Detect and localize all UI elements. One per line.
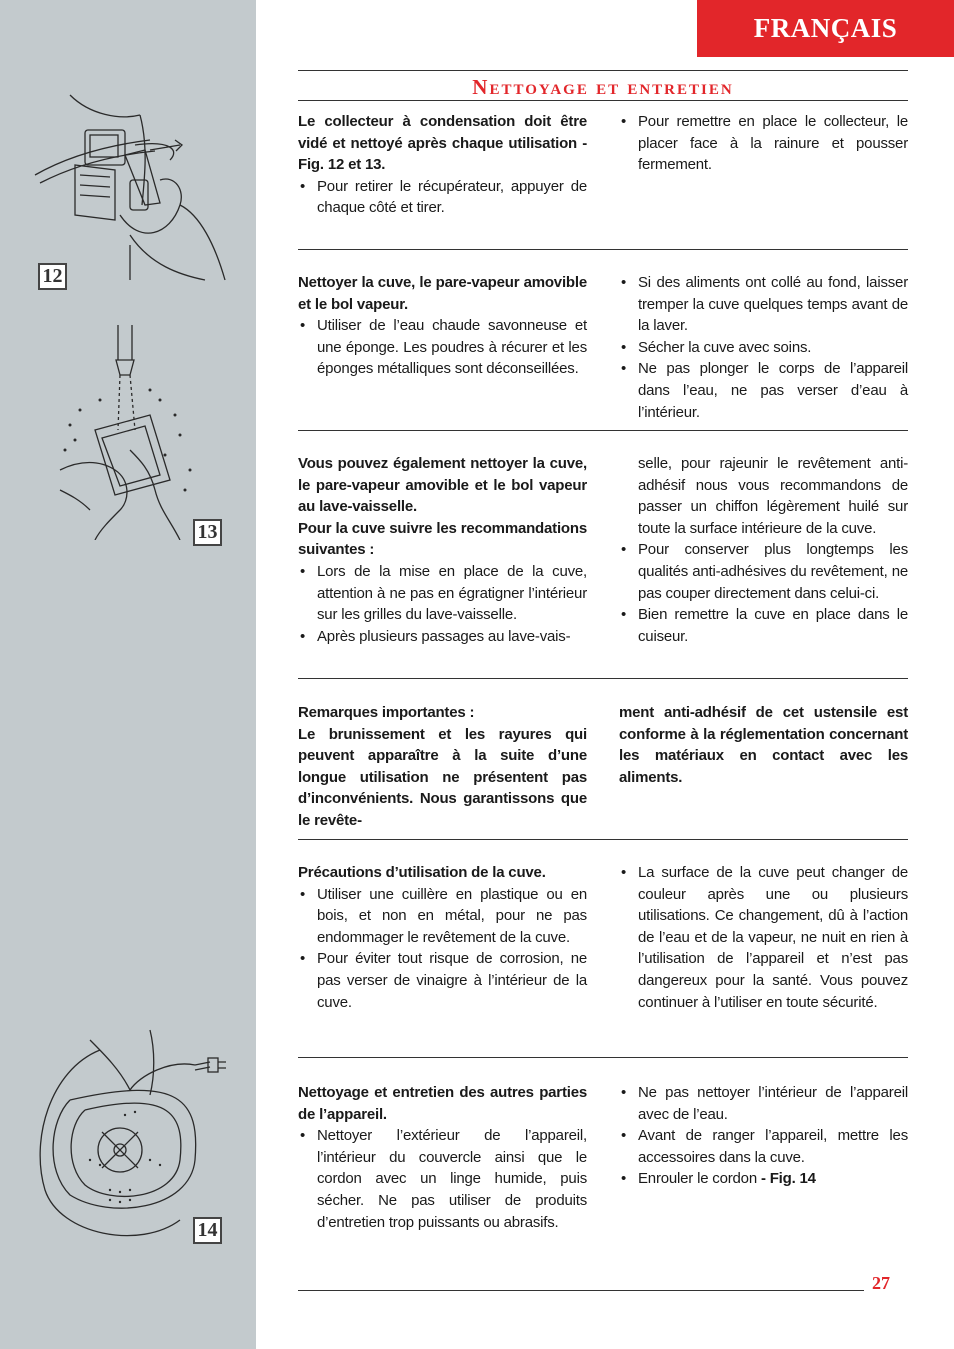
section-divider (298, 839, 908, 840)
section-divider (298, 249, 908, 250)
section4-left (298, 702, 587, 832)
page-number: 27 (872, 1273, 890, 1293)
section3-left (298, 453, 587, 647)
section4-heading: Remarques importantes : (298, 704, 475, 721)
list-item: • Nettoyer l’extérieur de l’appareil, l’intérieur du couvercle ainsi que le cordon avec un linge humide, puis sécher. Ne pas utiliser de produits d’entretien trop puissants ou abrasifs. (298, 1125, 587, 1233)
section5-heading: Précautions d’utilisation de la cuve. (298, 864, 546, 881)
section-divider (298, 678, 908, 679)
section-divider (298, 1057, 908, 1058)
section2-left (298, 272, 587, 380)
list-item: • Pour éviter tout risque de corrosion, ne pas verser de vinaigre à l’intérieur de la cuve. (298, 948, 587, 1013)
fig14-label: 14 (193, 1217, 222, 1244)
list-item: • Après plusieurs passages au lave-vais- (298, 626, 587, 648)
section6-left (298, 1082, 587, 1233)
section2-right (619, 272, 908, 423)
section3-heading: Vous pouvez également nettoyer la cuve, le pare-vapeur amovible et le bol vapeur au lave-vaisselle. (298, 455, 587, 516)
section6-heading: Nettoyage et entretien des autres parties de l’appareil. (298, 1084, 587, 1123)
footer-rule (298, 1290, 864, 1291)
fig14-illustration (30, 1020, 250, 1245)
list-item: • Pour remettre en place le collecteur, le placer face à la rainure et pousser fermement. (619, 111, 908, 176)
list-item: • La surface de la cuve peut changer de couleur après une ou plusieurs utilisations. Ce changement, dû à l’action de l’eau et de la vapeur, ne nuit en rien à l’utilisation de l’appareil et n’est pas dangereux pour la santé. Vous pouvez continuer à l’utiliser en toute sécurité. (619, 862, 908, 1013)
section3-continuation: selle, pour rajeunir le revêtement anti-adhésif nous vous recommandons de passer un chiffon légèrement huilé sur toute la surface intérieure de la cuve. (638, 455, 908, 537)
section1-right (619, 111, 908, 176)
list-item: • Si des aliments ont collé au fond, laisser tremper la cuve quelques temps avant de la laver. (619, 272, 908, 337)
title-top-rule (298, 70, 908, 71)
list-item: • Sécher la cuve avec soins. (619, 337, 908, 359)
section4-text: Le brunissement et les rayures qui peuvent apparaître à la suite d’une longue utilisation ne présentent pas d’inconvénients. Nous garantissons que le revête- (298, 725, 587, 829)
list-item (619, 1168, 908, 1190)
section3-subheading: Pour la cuve suivre les recommandations suivantes : (298, 519, 587, 559)
list-item: • Pour retirer le récupérateur, appuyer de chaque côté et tirer. (298, 176, 587, 219)
section-title: Nettoyage et entretien (472, 75, 734, 99)
section2-heading: Nettoyer la cuve, le pare-vapeur amovible et le bol vapeur. (298, 274, 587, 313)
list-item: • Avant de ranger l’appareil, mettre les accessoires dans la cuve. (619, 1125, 908, 1168)
list-item: • Utiliser une cuillère en plastique ou en bois, et non en métal, pour ne pas endommager le revêtement de la cuve. (298, 884, 587, 949)
language-tab: FRANÇAIS (697, 0, 954, 57)
list-item: • Lors de la mise en place de la cuve, attention à ne pas en égratigner l’intérieur sur les grilles du lave-vaisselle. (298, 561, 587, 626)
list-item: • Ne pas nettoyer l’intérieur de l’appareil avec de l’eau. (619, 1082, 908, 1125)
section-divider (298, 430, 908, 431)
fig12-illustration (30, 85, 250, 285)
fig13-label: 13 (193, 519, 222, 546)
title-bottom-rule (298, 100, 908, 101)
section4-right (619, 702, 908, 788)
section4-continuation: ment anti-adhésif de cet ustensile est conforme à la réglementation concernant les matériaux en contact avec les aliments. (619, 704, 908, 786)
list-item: • Utiliser de l’eau chaude savonneuse et une éponge. Les poudres à récurer et les éponges métalliques sont déconseillées. (298, 315, 587, 380)
list-item: • Pour conserver plus longtemps les qualités anti-adhésives du revêtement, ne pas couper directement dans celui-ci. (619, 539, 908, 604)
list-item: • Bien remettre la cuve en place dans le cuiseur. (619, 604, 908, 647)
section1-left (298, 111, 587, 219)
section1-heading: Le collecteur à condensation doit être vidé et nettoyé après chaque utilisation - Fig. 12 et 13. (298, 113, 587, 174)
section6-right (619, 1082, 908, 1190)
list-item: • Ne pas plonger le corps de l’appareil dans l’eau, ne pas verser d’eau à l’intérieur. (619, 358, 908, 423)
fig12-label: 12 (38, 263, 67, 290)
section3-right (619, 453, 908, 647)
section5-right (619, 862, 908, 1013)
figure-reference: - Fig. 14 (756, 1170, 816, 1188)
list-item-text: Enrouler le cordon (638, 1170, 757, 1188)
fig13-illustration (40, 320, 240, 540)
section5-left (298, 862, 587, 1013)
